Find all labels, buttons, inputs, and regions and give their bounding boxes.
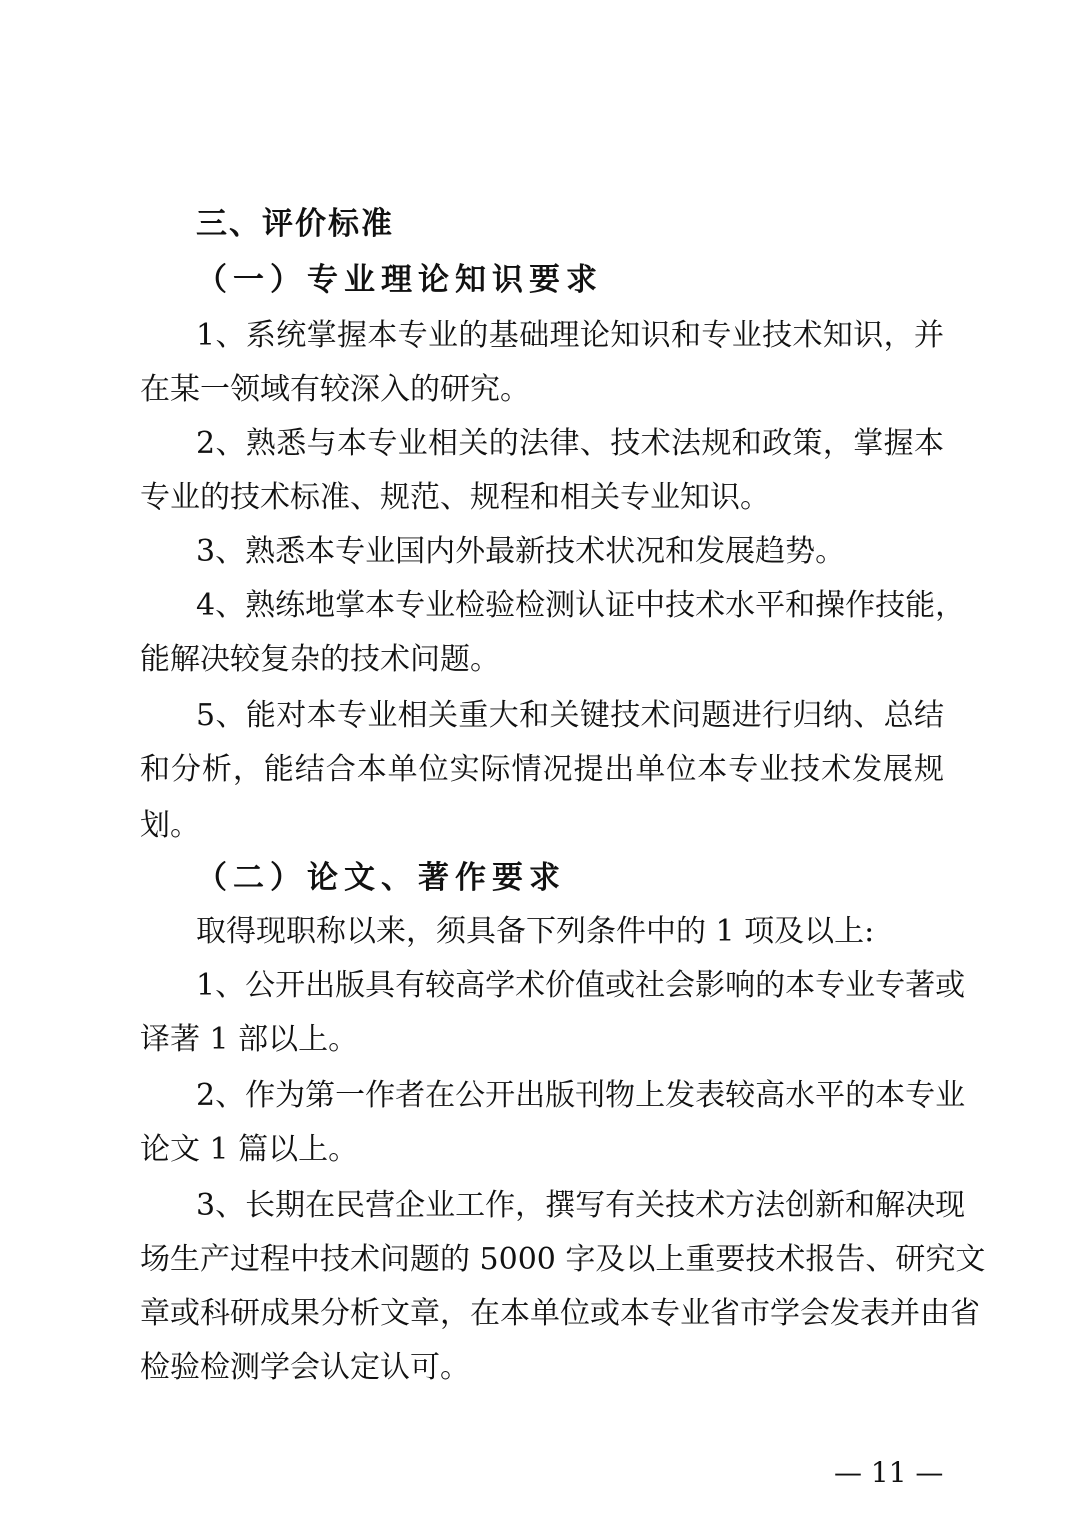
section-heading: 三、评价标准 <box>196 206 394 242</box>
paragraph-line: 场生产过程中技术问题的 5000 字及以上重要技术报告、研究文 <box>140 1242 986 1277</box>
paragraph-line: 论文 1 篇以上。 <box>140 1132 359 1167</box>
paragraph-line: 检验检测学会认定认可。 <box>140 1350 470 1385</box>
paragraph-line: 专业的技术标准、规范、规程和相关专业知识。 <box>140 480 770 515</box>
paragraph-line: 译著 1 部以上。 <box>140 1022 359 1057</box>
paragraph-line: 取得现职称以来，须具备下列条件中的 1 项及以上: <box>196 914 875 949</box>
page-number: — 11 — <box>834 1456 944 1489</box>
paragraph-line: 在某一领域有较深入的研究。 <box>140 372 530 407</box>
paragraph-line: 划。 <box>140 808 200 843</box>
paragraph-line: 和分析，能结合本单位实际情况提出单位本专业技术发展规 <box>140 752 944 787</box>
paragraph-line: 1、系统掌握本专业的基础理论知识和专业技术知识，并 <box>196 318 944 353</box>
paragraph-line: 5、能对本专业相关重大和关键技术问题进行归纳、总结 <box>196 698 944 733</box>
paragraph-line: 1、公开出版具有较高学术价值或社会影响的本专业专著或 <box>196 968 966 1003</box>
subsection-title-1: （一）专业理论知识要求 <box>196 262 603 298</box>
paragraph-line: 2、作为第一作者在公开出版刊物上发表较高水平的本专业 <box>196 1078 966 1113</box>
paragraph-line: 3、熟悉本专业国内外最新技术状况和发展趋势。 <box>196 534 846 569</box>
paragraph-line: 3、长期在民营企业工作，撰写有关技术方法创新和解决现 <box>196 1188 966 1223</box>
subsection-title-2: （二）论文、著作要求 <box>196 860 566 896</box>
paragraph-line: 2、熟悉与本专业相关的法律、技术法规和政策，掌握本 <box>196 426 944 461</box>
paragraph-line: 能解决较复杂的技术问题。 <box>140 642 500 677</box>
paragraph-line: 4、熟练地掌本专业检验检测认证中技术水平和操作技能， <box>196 588 966 623</box>
paragraph-line: 章或科研成果分析文章，在本单位或本专业省市学会发表并由省 <box>140 1296 980 1331</box>
